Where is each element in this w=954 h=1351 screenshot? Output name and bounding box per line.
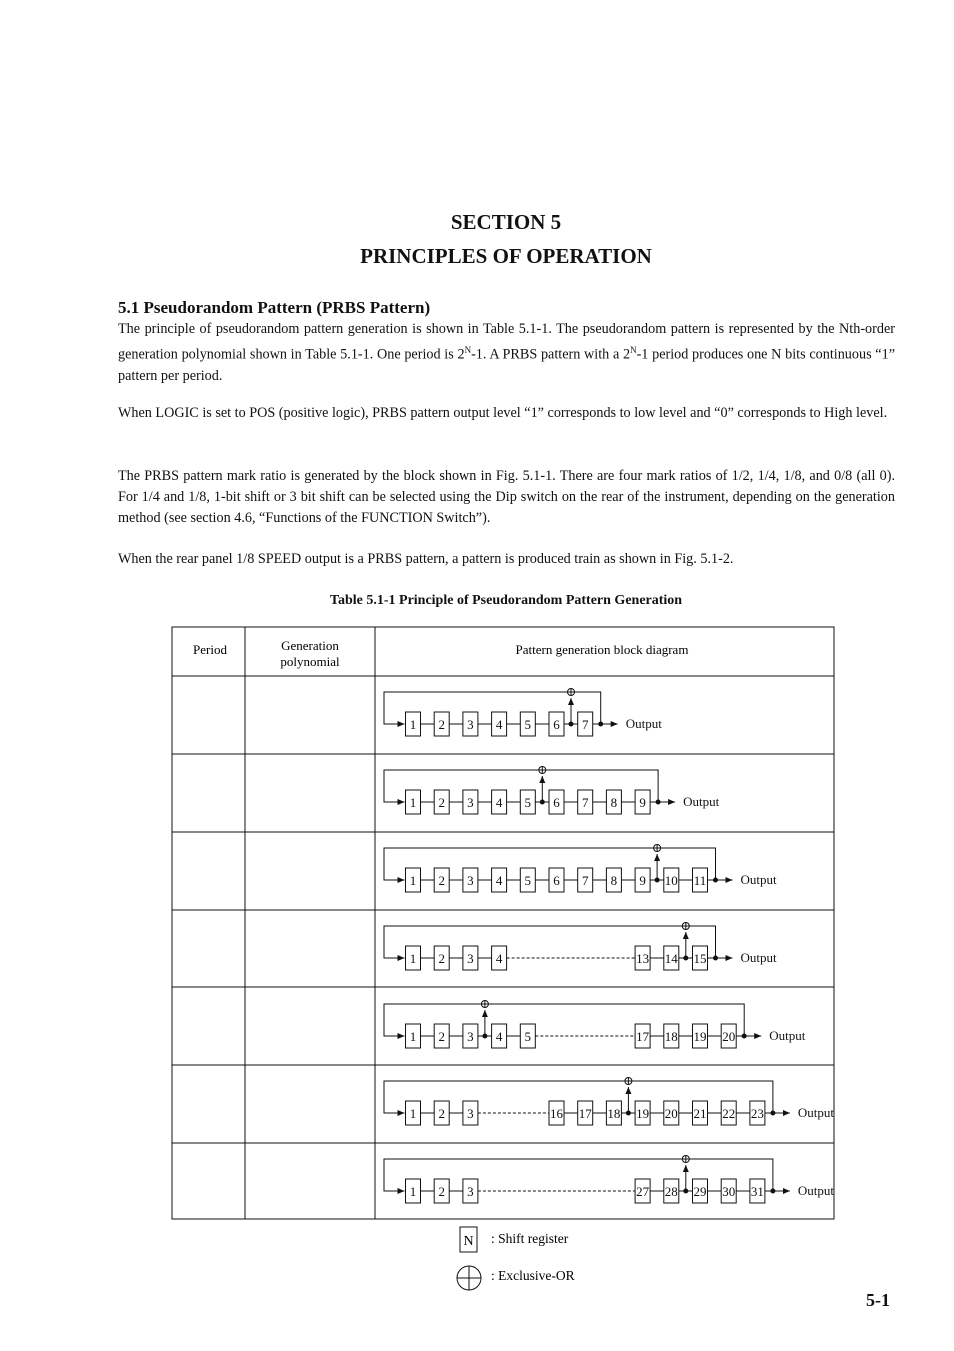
shift-register-number: 28 [664,1184,678,1199]
output-label: Output [769,1028,806,1043]
shift-register-number: 22 [722,1106,736,1121]
shift-register-number: 4 [495,1029,503,1044]
shift-register-number: 30 [722,1184,736,1199]
shift-register-number: 8 [610,795,618,810]
shift-register-number: 7 [581,873,589,888]
shift-register-number: 3 [467,1184,474,1199]
prbs-diagram-row [384,689,662,737]
shift-register-number: 2 [438,1184,445,1199]
shift-register-number: 18 [607,1106,621,1121]
junction-dot [599,722,603,726]
junction-dot [771,1111,775,1115]
output-label: Output [797,1105,835,1120]
xor-icon [654,845,661,852]
shift-register-number: 2 [438,1029,445,1044]
shift-register-number: 23 [750,1106,764,1121]
shift-register-number: 4 [495,795,503,810]
prbs-diagram-row [384,1156,834,1204]
shift-register-number: 2 [438,873,445,888]
xor-icon [481,1001,488,1008]
shift-register-number: 3 [467,795,474,810]
superscript-n: N [464,345,472,355]
shift-register-number: 3 [467,1106,474,1121]
shift-register-number: 1 [409,1029,417,1044]
xor-icon [682,923,689,930]
shift-register-number: 15 [693,951,707,966]
paragraph-4: When the rear panel 1/8 SPEED output is a PRBS pattern, a pattern is produced train as shown in Fig. 5.1-2. [118,551,734,567]
output-label: Output [797,1183,835,1198]
prbs-diagram-row [384,845,777,893]
shift-register-number: 10 [664,873,678,888]
junction-dot [771,1189,775,1193]
junction-dot [742,1034,746,1038]
shift-register-number: 7 [581,717,589,732]
shift-register-number: 5 [524,717,532,732]
prbs-diagram-row [384,1001,806,1049]
junction-dot [656,800,660,804]
shift-register-number: 7 [581,795,589,810]
shift-register-number: 31 [750,1184,764,1199]
shift-register-number: 16 [550,1106,563,1121]
shift-register-number: 3 [467,1029,474,1044]
shift-register-number: 21 [693,1106,707,1121]
shift-register-number: 3 [467,951,474,966]
paragraph-1-text-a: The principle of pseudorandom pattern generation is shown in Table 5.1-1. The pseudorandom pattern is represented by the Nth-order generation polynomial shown in Table 5.1-1. One period is 2 [118,321,895,363]
shift-register-number: 2 [438,717,445,732]
legend-register-n: N [463,1234,474,1249]
prbs-diagram-row [384,923,777,971]
shift-register-number: 5 [524,873,532,888]
output-label: Output [625,716,662,731]
shift-register-number: 29 [693,1184,707,1199]
paragraph-3: The PRBS pattern mark ratio is generated by the block shown in Fig. 5.1-1. There are four mark ratios of 1/2, 1/4, 1/8, and 0/8 (all 0). For 1/4 and 1/8, 1-bit shift or 3 bit shift can be selected using the Dip switch on the rear of the instrument, depending on the generation method (see section 4.6, “Functions of the FUNCTION Switch”). [118,468,895,526]
shift-register-number: 2 [438,1106,445,1121]
shift-register-number: 9 [639,795,646,810]
shift-register-number: 13 [636,951,650,966]
xor-icon [539,767,546,774]
shift-register-number: 1 [409,951,417,966]
junction-dot [714,878,718,882]
header-block-diagram: Pattern generation block diagram [515,642,689,657]
shift-register-number: 14 [664,951,678,966]
prbs-diagram-row [384,1078,834,1126]
xor-icon [682,1156,689,1163]
shift-register-number: 1 [409,795,417,810]
shift-register-number: 6 [553,717,560,732]
header-polynomial-line1: Generation [281,638,339,653]
shift-register-number: 2 [438,951,445,966]
shift-register-number: 4 [495,717,503,732]
shift-register-number: 1 [409,1184,417,1199]
section-number: SECTION 5 [450,210,562,234]
shift-register-number: 1 [409,873,417,888]
paragraph-1-text-b: -1. A PRBS pattern with a 2 [471,346,631,363]
shift-register-number: 5 [524,1029,532,1044]
paragraph-1-text-c: -1 period produces one N bits continuous “1” pattern per period. [118,346,895,384]
shift-register-number: 19 [693,1029,707,1044]
header-period: Period [193,642,227,657]
page-number: 5-1 [866,1290,890,1310]
shift-register-number: 6 [553,795,560,810]
shift-register-number: 20 [722,1029,736,1044]
shift-register-number: 5 [524,795,532,810]
junction-dot [714,956,718,960]
shift-register-number: 1 [409,1106,417,1121]
shift-register-number: 11 [693,873,707,888]
output-label: Output [740,950,777,965]
shift-register-number: 8 [610,873,618,888]
shift-register-number: 3 [467,717,474,732]
shift-register-number: 18 [664,1029,678,1044]
table-caption: Table 5.1-1 Principle of Pseudorandom Pattern Generation [329,593,683,608]
shift-register-number: 17 [578,1106,592,1121]
legend-register-text: : Shift register [491,1231,569,1246]
shift-register-number: 2 [438,795,445,810]
shift-register-number: 4 [495,951,503,966]
xor-icon [457,1266,481,1290]
paragraph-2: When LOGIC is set to POS (positive logic), PRBS pattern output level “1” corresponds to low level and “0” corresponds to High level. [118,405,888,421]
prbs-diagram-row [384,767,720,815]
legend-xor-text: : Exclusive-OR [491,1268,575,1283]
shift-register-number: 19 [636,1106,650,1121]
shift-register-number: 9 [639,873,646,888]
header-polynomial-line2: polynomial [280,654,340,669]
output-label: Output [683,794,720,809]
superscript-n: N [630,345,637,355]
shift-register-number: 6 [553,873,560,888]
xor-icon [568,689,575,696]
output-label: Output [740,872,777,887]
subsection-heading: 5.1 Pseudorandom Pattern (PRBS Pattern) [118,298,431,317]
shift-register-number: 17 [636,1029,650,1044]
shift-register-number: 4 [495,873,503,888]
shift-register-number: 20 [664,1106,678,1121]
block-diagrams [384,689,834,1204]
shift-register-number: 3 [467,873,474,888]
section-title: PRINCIPLES OF OPERATION [360,244,652,268]
shift-register-number: 27 [636,1184,650,1199]
shift-register-number: 1 [409,717,417,732]
xor-icon [625,1078,632,1085]
